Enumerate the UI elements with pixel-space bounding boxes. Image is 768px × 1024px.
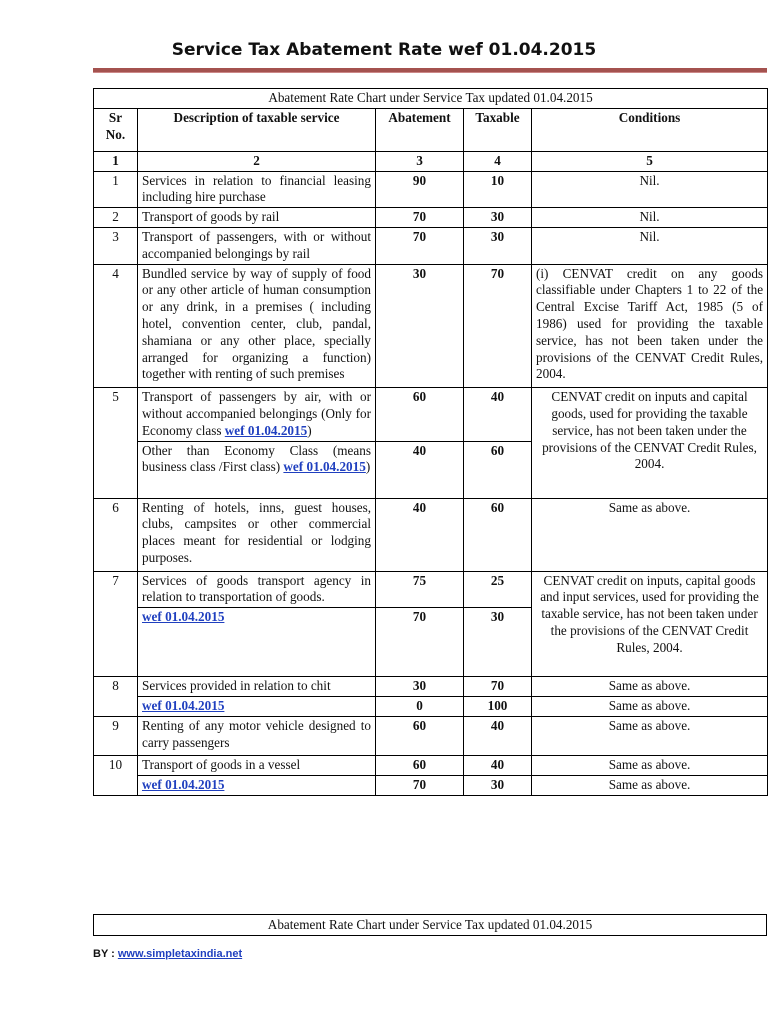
description-cell: Transport of passengers, with or without accompanied belongings by rail: [138, 227, 376, 264]
wef-date-link[interactable]: wef 01.04.2015: [142, 609, 225, 625]
conditions-cell: Same as above.: [532, 498, 768, 571]
sr-cell: 10: [94, 756, 138, 796]
conditions-cell: Same as above.: [532, 756, 768, 776]
description-cell: [138, 441, 376, 498]
taxable-cell: 70: [464, 264, 532, 388]
table-row: [94, 776, 768, 796]
header-abatement: Abatement: [376, 108, 464, 151]
taxable-cell: 30: [464, 227, 532, 264]
description-cell: [138, 776, 376, 796]
description-cell: Services provided in relation to chit: [138, 677, 376, 697]
page-title: Service Tax Abatement Rate wef 01.04.2015: [171, 40, 597, 60]
wef-date-link[interactable]: wef 01.04.2015: [142, 777, 225, 793]
description-tail: ): [365, 459, 371, 475]
taxable-cell: 60: [464, 498, 532, 571]
description-cell: Services in relation to financial leasing including hire purchase: [138, 171, 376, 208]
byline: [93, 948, 242, 960]
title-divider: [93, 68, 767, 73]
website-link[interactable]: www.simpletaxindia.net: [117, 948, 243, 960]
abatement-cell: 60: [376, 756, 464, 776]
header-description: Description of taxable service: [138, 108, 376, 151]
column-number: 4: [464, 151, 532, 171]
taxable-cell: 10: [464, 171, 532, 208]
table-caption: Abatement Rate Chart under Service Tax updated 01.04.2015: [94, 89, 768, 109]
description-cell: Renting of any motor vehicle designed to carry passengers: [138, 716, 376, 756]
wef-date-link[interactable]: wef 01.04.2015: [224, 422, 308, 438]
taxable-cell: 60: [464, 441, 532, 498]
description-cell: [138, 388, 376, 441]
column-number: 1: [94, 151, 138, 171]
table-row: [94, 677, 768, 697]
taxable-cell: 30: [464, 776, 532, 796]
column-number: 5: [532, 151, 768, 171]
table-row: [94, 388, 768, 441]
footer-caption: Abatement Rate Chart under Service Tax updated 01.04.2015: [93, 914, 767, 936]
taxable-cell: 30: [464, 208, 532, 228]
abatement-cell: 40: [376, 498, 464, 571]
taxable-cell: 25: [464, 571, 532, 608]
conditions-cell: Same as above.: [532, 776, 768, 796]
taxable-cell: 40: [464, 756, 532, 776]
table-row: [94, 716, 768, 756]
description-cell: Transport of goods by rail: [138, 208, 376, 228]
abatement-cell: 30: [376, 264, 464, 388]
conditions-cell: Nil.: [532, 171, 768, 208]
description-text: Transport of passengers by air, with or without accompanied belongings (Only for Economy class: [142, 389, 371, 438]
wef-date-link[interactable]: wef 01.04.2015: [283, 459, 366, 475]
sr-cell: 6: [94, 498, 138, 571]
table-row: [94, 171, 768, 208]
conditions-cell: CENVAT credit on inputs and capital goods, used for providing the taxable service, has not been taken under the provisions of the CENVAT Credit Rules, 2004.: [532, 388, 768, 498]
taxable-cell: 100: [464, 696, 532, 716]
abatement-cell: 30: [376, 677, 464, 697]
abatement-cell: 60: [376, 716, 464, 756]
description-tail: ): [307, 422, 312, 438]
sr-cell: 7: [94, 571, 138, 677]
abatement-cell: 70: [376, 208, 464, 228]
wef-date-link[interactable]: wef 01.04.2015: [142, 697, 225, 713]
header-taxable: Taxable: [464, 108, 532, 151]
description-cell: Renting of hotels, inns, guest houses, clubs, campsites or other commercial places meant for residential or lodging purposes.: [138, 498, 376, 571]
sr-cell: 9: [94, 716, 138, 756]
byline-label: BY :: [93, 948, 118, 960]
conditions-cell: Nil.: [532, 227, 768, 264]
conditions-cell: Nil.: [532, 208, 768, 228]
column-number: 2: [138, 151, 376, 171]
table-row: [94, 227, 768, 264]
table-row: [94, 571, 768, 608]
description-cell: Bundled service by way of supply of food or any other article of human consumption or any drink, in a premises ( including hotel, convention center, club, pandal, shamiana or any other place, specially arranged for organizing a function) together with renting of such premises: [138, 264, 376, 388]
table-row: [94, 264, 768, 388]
sr-cell: 5: [94, 388, 138, 498]
sr-cell: 1: [94, 171, 138, 208]
abatement-cell: 70: [376, 608, 464, 677]
abatement-rate-table: [93, 88, 768, 796]
table-row: [94, 756, 768, 776]
conditions-cell: Same as above.: [532, 696, 768, 716]
taxable-cell: 40: [464, 388, 532, 441]
conditions-cell: Same as above.: [532, 677, 768, 697]
description-cell: [138, 696, 376, 716]
header-conditions: Conditions: [532, 108, 768, 151]
sr-cell: 3: [94, 227, 138, 264]
taxable-cell: 30: [464, 608, 532, 677]
abatement-cell: 90: [376, 171, 464, 208]
conditions-cell: (i) CENVAT credit on any goods classifiable under Chapters 1 to 22 of the Central Excise Tariff Act, 1985 (5 of 1986) used for providing the taxable service, has not been taken under the provisions of the CENVAT Credit Rules, 2004.: [532, 264, 768, 388]
taxable-cell: 40: [464, 716, 532, 756]
description-cell: Services of goods transport agency in relation to transportation of goods.: [138, 571, 376, 608]
column-number: 3: [376, 151, 464, 171]
abatement-cell: 70: [376, 776, 464, 796]
abatement-cell: 75: [376, 571, 464, 608]
description-text: Other than Economy Class (means business class /First class): [142, 442, 371, 475]
conditions-cell: CENVAT credit on inputs, capital goods and input services, used for providing the taxable service, has not been taken under the provisions of the CENVAT Credit Rules, 2004.: [532, 571, 768, 677]
description-cell: [138, 608, 376, 677]
abatement-cell: 60: [376, 388, 464, 441]
table-row: [94, 696, 768, 716]
header-sr: Sr No.: [94, 108, 138, 151]
sr-cell: 2: [94, 208, 138, 228]
table-row: [94, 208, 768, 228]
abatement-cell: 40: [376, 441, 464, 498]
abatement-cell: 70: [376, 227, 464, 264]
table-row: [94, 498, 768, 571]
sr-cell: 8: [94, 677, 138, 717]
sr-cell: 4: [94, 264, 138, 388]
taxable-cell: 70: [464, 677, 532, 697]
description-cell: Transport of goods in a vessel: [138, 756, 376, 776]
abatement-cell: 0: [376, 696, 464, 716]
conditions-cell: Same as above.: [532, 716, 768, 756]
